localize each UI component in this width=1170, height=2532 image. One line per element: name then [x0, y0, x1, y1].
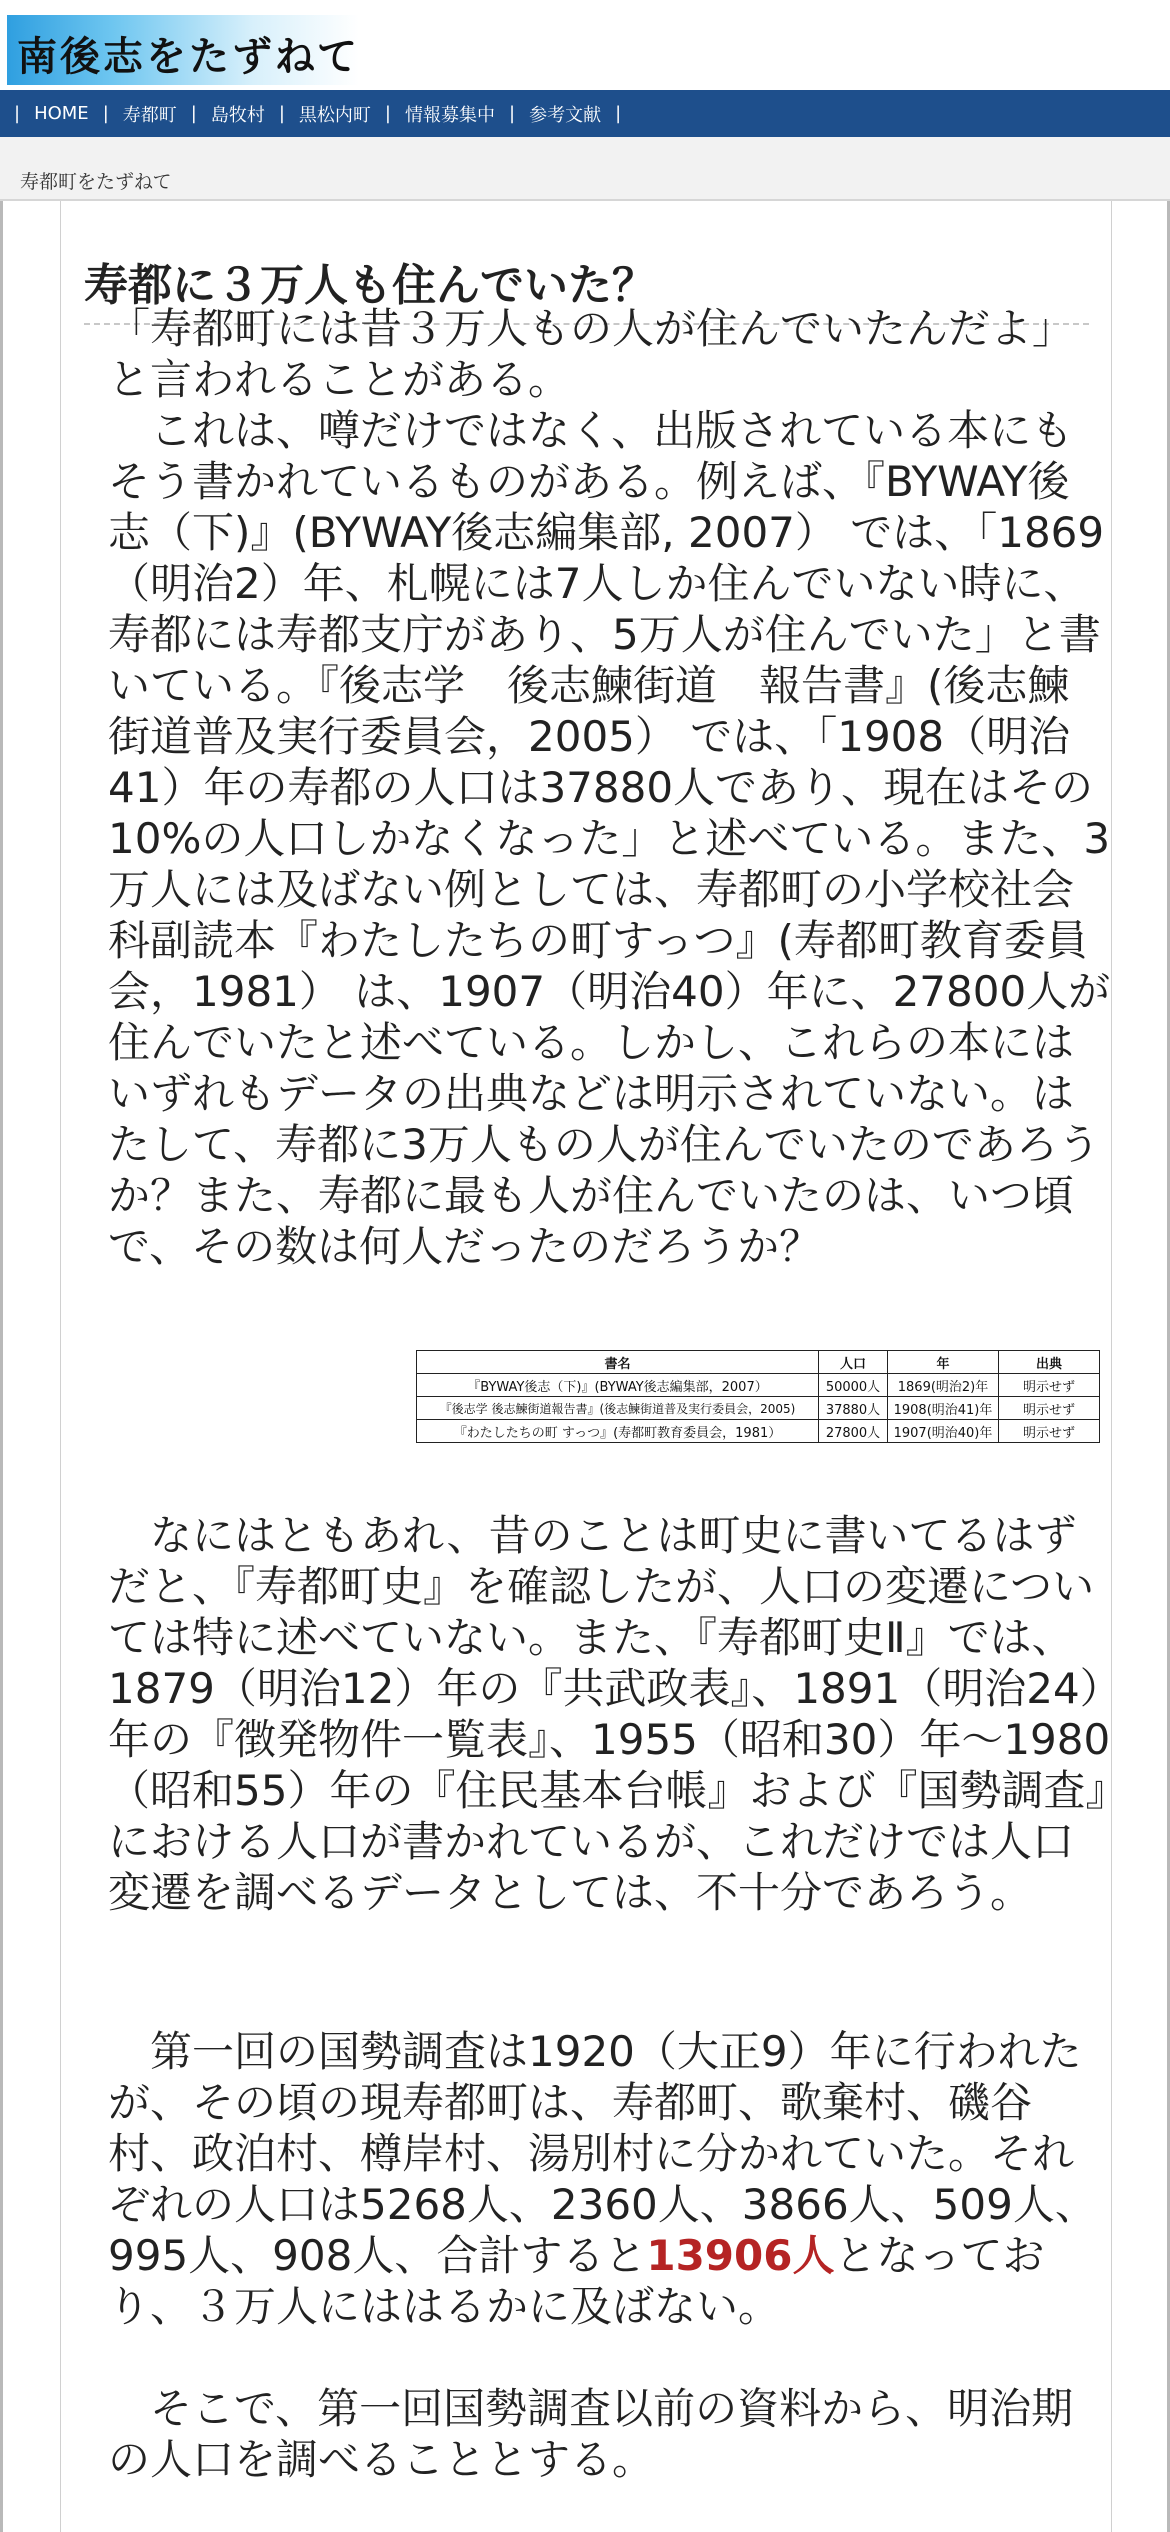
nav-item-home[interactable]: HOME [34, 103, 89, 124]
article-paragraph-intro [108, 303, 1111, 1272]
nav-item-shimamaki[interactable]: 島牧村 [210, 104, 265, 126]
nav-item-references[interactable]: 参考文献 [529, 104, 602, 126]
table-cell: 1907(明治40)年 [888, 1420, 999, 1443]
nav-separator: | [278, 103, 285, 124]
main-nav [0, 90, 1170, 137]
table-cell: 1869(明治2)年 [888, 1374, 999, 1397]
table-cell: 27800人 [819, 1420, 888, 1443]
site-logo[interactable] [7, 15, 359, 85]
table-cell: 『後志学 後志鰊街道報告書』(後志鰊街道普及実行委員会，2005) [417, 1397, 819, 1420]
table-header-row [417, 1351, 1100, 1374]
table-cell: 50000人 [819, 1374, 888, 1397]
left-border [0, 201, 3, 2532]
paragraph-text: そこで、第一回国勢調査以前の資料から、明治期の人口を調べることとする。 [108, 2384, 1074, 2484]
nav-separator: | [102, 103, 109, 124]
nav-item-kuromatsunai[interactable]: 黒松内町 [298, 104, 371, 126]
article-paragraph-next-step [108, 2383, 1111, 2485]
paragraph-text: なにはともあれ、昔のことは町史に書いてるはずだと、『寿都町史』を確認したが、人口の変遷については特に述べていない。また、『寿都町史Ⅱ』では、1879（明治12）年の『共武政表』、1891（明治24）年の『徴発物件一覧表』、1955（昭和30）年～1980（昭和55）年の『住民基本台帳』および『国勢調査』における人口が書かれているが、これだけでは人口変遷を調べるデータとしては、不十分であろう。 [108, 1511, 1111, 1917]
article-paragraph-census [108, 2026, 1111, 2332]
column-header-population: 人口 [819, 1351, 888, 1374]
paragraph-text: となっており、３万人にははるかに及ばない。 [108, 2231, 1045, 2331]
table-cell: 37880人 [819, 1397, 888, 1420]
column-header-year: 年 [888, 1351, 999, 1374]
article-paragraph-town-history [108, 1510, 1111, 1918]
nav-separator: | [384, 103, 391, 124]
table-row [417, 1397, 1100, 1420]
site-logo-text: 南後志をたずねて [17, 33, 360, 80]
table-cell: 1908(明治41)年 [888, 1397, 999, 1420]
column-header-source: 出典 [999, 1351, 1100, 1374]
site-header [0, 0, 1170, 90]
table-cell: 『BYWAY後志（下)』(BYWAY後志編集部，2007） [417, 1374, 819, 1397]
table-cell: 明示せず [999, 1420, 1100, 1443]
highlight-total-population: 13906人 [646, 2231, 835, 2280]
table-row [417, 1420, 1100, 1443]
nav-item-info-wanted[interactable]: 情報募集中 [405, 104, 495, 126]
table-cell: 明示せず [999, 1374, 1100, 1397]
table-cell: 『わたしたちの町 すっつ』(寿都町教育委員会，1981） [417, 1420, 819, 1443]
table-row [417, 1374, 1100, 1397]
nav-item-suttsu[interactable]: 寿都町 [122, 104, 177, 126]
article-title: 寿都に３万人も住んでいた？ [84, 249, 1089, 325]
breadcrumb[interactable]: 寿都町をたずねて [20, 171, 172, 193]
breadcrumb-bar [0, 137, 1170, 201]
nav-separator: | [190, 103, 197, 124]
nav-separator: | [509, 103, 516, 124]
column-header-title: 書名 [417, 1351, 819, 1374]
paragraph-text: 「寿都町には昔３万人もの人が住んでいたんだよ」と言われることがある。 これは、噂だけではなく、出版されている本にもそう書かれているものがある。例えば、『BYWAY後志（下)』(BYWAY後志編集部, 2007） では、｢1869（明治2）年、札幌には7人しか住んでいない時に、寿都には寿都支庁があり、5万人が住んでいた」と書いている。『後志学 後志鰊街道 報告書』(後志鰊街道普及実行委員会，2005） では、｢1908（明治41）年の寿都の人口は37880人であり、現在はその10%の人口しかなくなった」と述べている。また、3万人には及ばない例としては、寿都町の小学校社会科副読本『わたしたちの町すっつ』(寿都町教育委員会，1981） は、1907（明治40）年に、27800人が住んでいたと述べている。しかし、これらの本にはいずれもデータの出典などは明示されていない。はたして、寿都に3万人もの人が住んでいたのであろうか？また、寿都に最も人が住んでいたのは、いつ頃で、その数は何人だったのだろうか？ [108, 304, 1111, 1271]
nav-separator: | [615, 103, 622, 124]
paragraph-text: 第一回の国勢調査は1920（大正9）年に行われたが、その頃の現寿都町は、寿都町、歌棄村、磯谷村、政泊村、樽岸村、湯別村に分かれていた。それぞれの人口は5268人、2360人、3866人、509人、995人、908人、合計すると [108, 2027, 1097, 2280]
table-cell: 明示せず [999, 1397, 1100, 1420]
reference-table [416, 1350, 1100, 1443]
nav-separator: | [14, 103, 21, 124]
